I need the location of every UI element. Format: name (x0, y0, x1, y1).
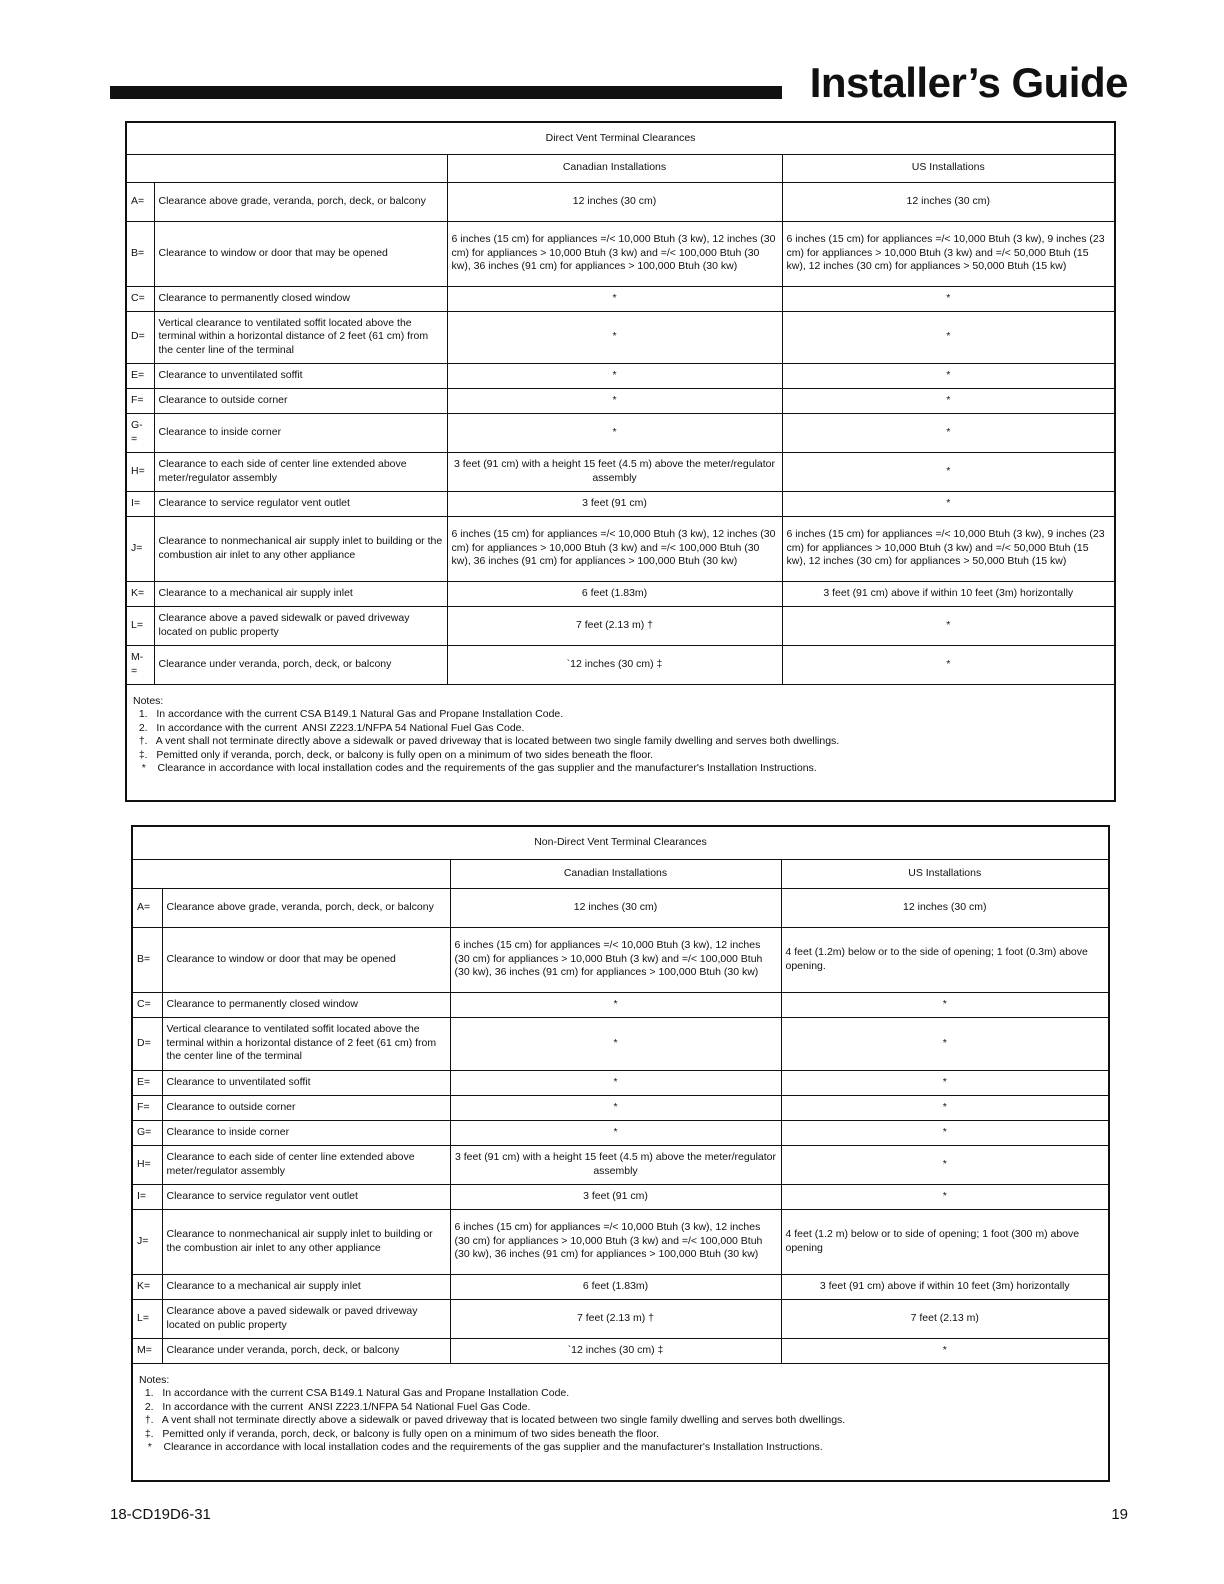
row-code: J= (132, 1209, 162, 1274)
row-description: Clearance under veranda, porch, deck, or balcony (162, 1338, 450, 1363)
row-description: Clearance to inside corner (154, 413, 447, 452)
canadian-value: * (447, 388, 782, 413)
row-description: Clearance to a mechanical air supply inlet (154, 581, 447, 606)
canadian-value: 6 feet (1.83m) (450, 1274, 781, 1299)
row-description: Clearance to nonmechanical air supply inlet to building or the combustion air inlet to any other appliance (154, 516, 447, 581)
row-code: M- = (126, 645, 154, 684)
row-code: G- = (126, 413, 154, 452)
row-code: A= (132, 888, 162, 927)
table-row (132, 1120, 1109, 1145)
table-row (126, 606, 1115, 645)
row-description: Clearance to each side of center line extended above meter/regulator assembly (162, 1145, 450, 1184)
us-value: 3 feet (91 cm) above if within 10 feet (3m) horizontally (782, 581, 1115, 606)
row-code: I= (132, 1184, 162, 1209)
row-code: G= (132, 1120, 162, 1145)
canadian-value: 12 inches (30 cm) (447, 182, 782, 221)
us-value: * (781, 1070, 1109, 1095)
note-line: †. A vent shall not terminate directly above a sidewalk or paved driveway that is located between two single family dwelling and serves both dwellings. (133, 735, 840, 747)
us-value: * (782, 286, 1115, 311)
row-description: Clearance under veranda, porch, deck, or balcony (154, 645, 447, 684)
row-description: Clearance to unventilated soffit (154, 363, 447, 388)
canadian-value: * (450, 1095, 781, 1120)
row-code: C= (132, 992, 162, 1017)
table-row (132, 1274, 1109, 1299)
row-description: Clearance to unventilated soffit (162, 1070, 450, 1095)
row-code: F= (132, 1095, 162, 1120)
canadian-value: 6 inches (15 cm) for appliances =/< 10,000 Btuh (3 kw), 12 inches (30 cm) for appliances > 10,000 Btuh (3 kw) and =/< 100,000 Btuh (30 kw), 36 inches (91 cm) for appliances > 100,000 Btuh (30 kw) (450, 927, 781, 992)
row-code: I= (126, 491, 154, 516)
col-header-us: US Installations (782, 154, 1115, 182)
table-row (132, 1070, 1109, 1095)
row-code: E= (126, 363, 154, 388)
canadian-value: 6 feet (1.83m) (447, 581, 782, 606)
row-description: Clearance above grade, veranda, porch, deck, or balcony (154, 182, 447, 221)
us-value: * (782, 645, 1115, 684)
row-description: Clearance to inside corner (162, 1120, 450, 1145)
table-row (126, 363, 1115, 388)
canadian-value: * (447, 311, 782, 363)
table-row (132, 992, 1109, 1017)
us-value: * (782, 491, 1115, 516)
non-direct-vent-clearance-table (131, 825, 1110, 1482)
note-line: ‡. Pemitted only if veranda, porch, deck, or balcony is fully open on a minimum of two sides beneath the floor. (139, 1427, 660, 1440)
table-row (132, 927, 1109, 992)
row-description: Vertical clearance to ventilated soffit located above the terminal within a horizontal distance of 2 feet (61 cm) from the center line of the terminal (154, 311, 447, 363)
row-description: Clearance to service regulator vent outlet (154, 491, 447, 516)
us-value: 12 inches (30 cm) (781, 888, 1109, 927)
us-value: 4 feet (1.2m) below or to the side of opening; 1 foot (0.3m) above opening. (781, 927, 1109, 992)
row-description: Clearance to nonmechanical air supply inlet to building or the combustion air inlet to any other appliance (162, 1209, 450, 1274)
row-code: A= (126, 182, 154, 221)
row-code: D= (132, 1017, 162, 1070)
row-code: F= (126, 388, 154, 413)
table-row (126, 311, 1115, 363)
canadian-value: 6 inches (15 cm) for appliances =/< 10,000 Btuh (3 kw), 12 inches (30 cm) for appliances > 10,000 Btuh (3 kw) and =/< 100,000 Btuh (30 kw), 36 inches (91 cm) for appliances > 100,000 Btuh (30 kw) (450, 1209, 781, 1274)
row-code: H= (132, 1145, 162, 1184)
table-row (126, 516, 1115, 581)
table-row (132, 888, 1109, 927)
page-number: 19 (1111, 1506, 1128, 1523)
canadian-value: `12 inches (30 cm) ‡ (447, 645, 782, 684)
canadian-value: * (447, 286, 782, 311)
table-row (126, 452, 1115, 491)
us-value: 6 inches (15 cm) for appliances =/< 10,000 Btuh (3 kw), 9 inches (23 cm) for appliances > 10,000 Btuh (3 kw) and =/< 50,000 Btuh (15 kw), 12 inches (30 cm) for appliances > 50,000 Btuh (15 kw) (782, 221, 1115, 286)
notes-heading: Notes: (133, 694, 164, 707)
table-row (126, 645, 1115, 684)
us-value: * (781, 1120, 1109, 1145)
row-code: J= (126, 516, 154, 581)
row-code: B= (132, 927, 162, 992)
row-description: Clearance to permanently closed window (162, 992, 450, 1017)
table-row (132, 1209, 1109, 1274)
us-value: * (781, 1338, 1109, 1363)
us-value: 3 feet (91 cm) above if within 10 feet (3m) horizontally (781, 1274, 1109, 1299)
row-description: Clearance to window or door that may be opened (154, 221, 447, 286)
note-line: 2. In accordance with the current ANSI Z223.1/NFPA 54 National Fuel Gas Code. (139, 1400, 531, 1413)
document-number: 18-CD19D6-31 (110, 1506, 211, 1523)
row-description: Clearance to a mechanical air supply inlet (162, 1274, 450, 1299)
us-value: * (782, 363, 1115, 388)
table-row (132, 1299, 1109, 1338)
canadian-value: * (450, 1120, 781, 1145)
us-value: * (782, 311, 1115, 363)
note-line: 2. In accordance with the current ANSI Z223.1/NFPA 54 National Fuel Gas Code. (133, 721, 525, 734)
table-row (126, 413, 1115, 452)
table-notes (132, 1363, 1109, 1481)
table-row (126, 182, 1115, 221)
table-row (132, 1338, 1109, 1363)
us-value: 7 feet (2.13 m) (781, 1299, 1109, 1338)
table-row (126, 286, 1115, 311)
table-row (132, 1017, 1109, 1070)
us-value: * (781, 992, 1109, 1017)
row-code: B= (126, 221, 154, 286)
us-value: * (782, 606, 1115, 645)
row-description: Clearance to permanently closed window (154, 286, 447, 311)
note-line: 1. In accordance with the current CSA B149.1 Natural Gas and Propane Installation Code. (139, 1387, 570, 1399)
canadian-value: 6 inches (15 cm) for appliances =/< 10,000 Btuh (3 kw), 12 inches (30 cm) for appliances > 10,000 Btuh (3 kw) and =/< 100,000 Btuh (30 kw), 36 inches (91 cm) for appliances > 100,000 Btuh (30 kw) (447, 516, 782, 581)
header-rule (110, 86, 782, 99)
canadian-value: * (447, 413, 782, 452)
canadian-value: 3 feet (91 cm) with a height 15 feet (4.5 m) above the meter/regulator assembly (450, 1145, 781, 1184)
row-description: Clearance above grade, veranda, porch, deck, or balcony (162, 888, 450, 927)
canadian-value: 3 feet (91 cm) with a height 15 feet (4.5 m) above the meter/regulator assembly (447, 452, 782, 491)
row-description: Vertical clearance to ventilated soffit located above the terminal within a horizontal distance of 2 feet (61 cm) from the center line of the terminal (162, 1017, 450, 1070)
canadian-value: 6 inches (15 cm) for appliances =/< 10,000 Btuh (3 kw), 12 inches (30 cm) for appliances > 10,000 Btuh (3 kw) and =/< 100,000 Btuh (30 kw), 36 inches (91 cm) for appliances > 100,000 Btuh (30 kw) (447, 221, 782, 286)
canadian-value: * (447, 363, 782, 388)
row-code: K= (132, 1274, 162, 1299)
canadian-value: * (450, 1070, 781, 1095)
table-row (126, 581, 1115, 606)
note-line: 1. In accordance with the current CSA B149.1 Natural Gas and Propane Installation Code. (133, 708, 564, 720)
header-blank (126, 154, 447, 182)
notes-heading: Notes: (139, 1373, 170, 1386)
row-code: L= (132, 1299, 162, 1338)
us-value: 12 inches (30 cm) (782, 182, 1115, 221)
table-row (132, 1184, 1109, 1209)
row-description: Clearance above a paved sidewalk or paved driveway located on public property (162, 1299, 450, 1338)
row-description: Clearance to service regulator vent outlet (162, 1184, 450, 1209)
note-line: * Clearance in accordance with local installation codes and the requirements of the gas supplier and the manufacturer's Installation Instructions. (133, 762, 817, 774)
table-row (126, 221, 1115, 286)
us-value: 6 inches (15 cm) for appliances =/< 10,000 Btuh (3 kw), 9 inches (23 cm) for appliances > 10,000 Btuh (3 kw) and =/< 50,000 Btuh (15 kw), 12 inches (30 cm) for appliances > 50,000 Btuh (15 kw) (782, 516, 1115, 581)
row-description: Clearance to outside corner (154, 388, 447, 413)
us-value: * (782, 413, 1115, 452)
table-row (126, 491, 1115, 516)
us-value: * (781, 1145, 1109, 1184)
header-blank (132, 859, 450, 888)
canadian-value: 12 inches (30 cm) (450, 888, 781, 927)
row-code: E= (132, 1070, 162, 1095)
table-row (132, 1145, 1109, 1184)
canadian-value: 7 feet (2.13 m) † (447, 606, 782, 645)
table-notes (126, 684, 1115, 801)
us-value: * (782, 452, 1115, 491)
canadian-value: * (450, 1017, 781, 1070)
row-code: L= (126, 606, 154, 645)
row-description: Clearance to each side of center line extended above meter/regulator assembly (154, 452, 447, 491)
direct-vent-clearance-table (125, 121, 1116, 802)
us-value: * (781, 1184, 1109, 1209)
row-code: H= (126, 452, 154, 491)
canadian-value: 3 feet (91 cm) (450, 1184, 781, 1209)
us-value: * (782, 388, 1115, 413)
row-description: Clearance to outside corner (162, 1095, 450, 1120)
canadian-value: `12 inches (30 cm) ‡ (450, 1338, 781, 1363)
note-line: †. A vent shall not terminate directly above a sidewalk or paved driveway that is located between two single family dwelling and serves both dwellings. (139, 1414, 846, 1426)
table-title: Direct Vent Terminal Clearances (126, 122, 1115, 154)
canadian-value: 7 feet (2.13 m) † (450, 1299, 781, 1338)
us-value: * (781, 1095, 1109, 1120)
table-row (126, 388, 1115, 413)
canadian-value: 3 feet (91 cm) (447, 491, 782, 516)
col-header-canadian: Canadian Installations (450, 859, 781, 888)
canadian-value: * (450, 992, 781, 1017)
us-value: * (781, 1017, 1109, 1070)
us-value: 4 feet (1.2 m) below or to side of opening; 1 foot (300 m) above opening (781, 1209, 1109, 1274)
note-line: * Clearance in accordance with local installation codes and the requirements of the gas supplier and the manufacturer's Installation Instructions. (139, 1441, 823, 1453)
page-title: Installer’s Guide (809, 59, 1128, 106)
table-row (132, 1095, 1109, 1120)
row-code: D= (126, 311, 154, 363)
row-description: Clearance above a paved sidewalk or paved driveway located on public property (154, 606, 447, 645)
col-header-us: US Installations (781, 859, 1109, 888)
row-code: M= (132, 1338, 162, 1363)
col-header-canadian: Canadian Installations (447, 154, 782, 182)
note-line: ‡. Pemitted only if veranda, porch, deck, or balcony is fully open on a minimum of two sides beneath the floor. (133, 748, 654, 761)
row-code: C= (126, 286, 154, 311)
table-title: Non-Direct Vent Terminal Clearances (132, 826, 1109, 859)
row-code: K= (126, 581, 154, 606)
row-description: Clearance to window or door that may be opened (162, 927, 450, 992)
